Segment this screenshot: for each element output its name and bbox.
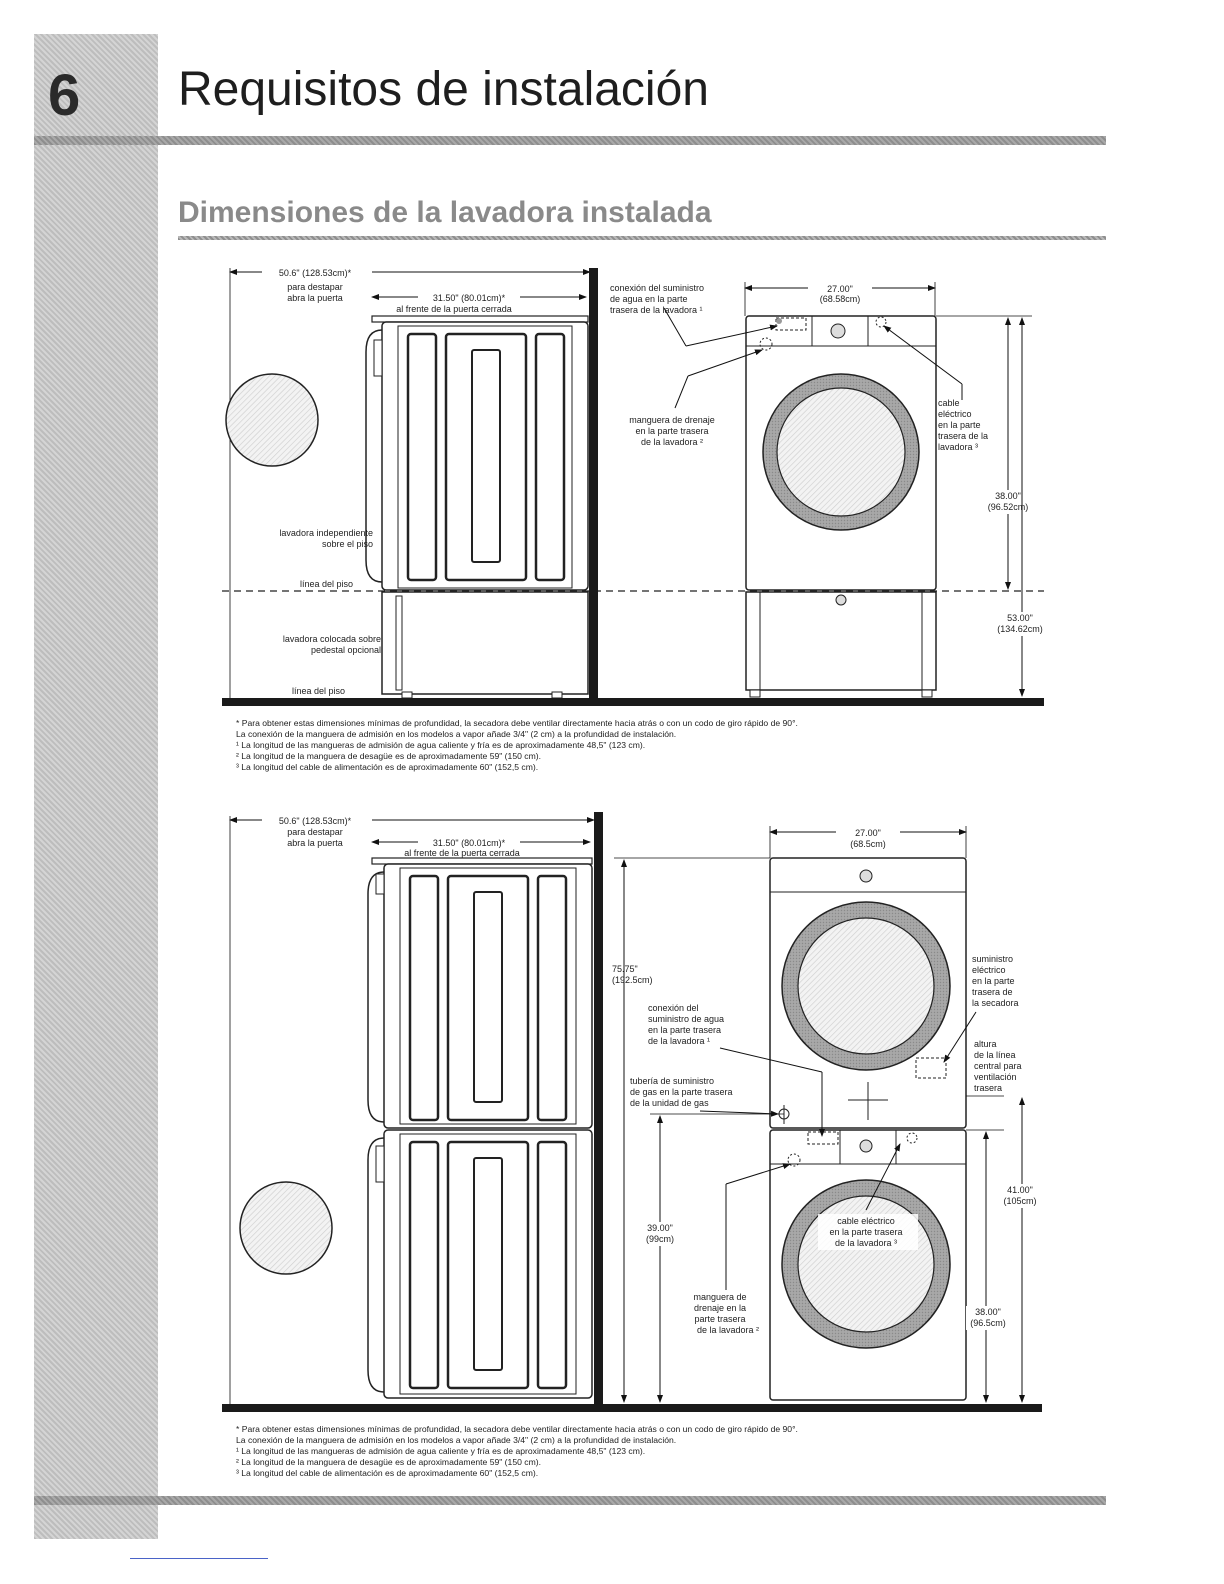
d1-cable-5: lavadora ³ [938, 442, 979, 452]
d2-vent-height: 39.00" [647, 1223, 673, 1233]
diagram2-notes [236, 1424, 798, 1479]
d1-water-2: de agua en la parte [610, 294, 688, 304]
d2-drain-1: manguera de [693, 1292, 747, 1302]
d1-freestanding-1: lavadora independiente [279, 528, 373, 538]
d2-vent-1: altura [974, 1039, 997, 1049]
d2-water-3: en la parte trasera [648, 1025, 722, 1035]
d2-drain-3: parte trasera [694, 1314, 746, 1324]
d2-elec-3: en la parte [972, 976, 1015, 986]
d2-width-cm: (68.5cm) [850, 839, 886, 849]
diagram2-front-view [612, 826, 1042, 1402]
d1-washer-side [382, 322, 588, 590]
d1-pedestal-2: pedestal opcional [310, 645, 381, 655]
d2-width: 27.00" [855, 828, 881, 838]
d2-vent-5: trasera [974, 1083, 1003, 1093]
d2-drain-4: de la lavadora ² [696, 1325, 760, 1335]
footer-link-underline[interactable] [130, 1558, 268, 1559]
d1-note-5: ³ La longitud del cable de alimentación es de aproximadamente 60" (152,5 cm). [236, 762, 539, 772]
d2-note-1: * Para obtener estas dimensiones mínimas de profundidad, la secadora debe ventilar directamente hacia atrás o con un codo de giro rápido de 90°. [236, 1424, 798, 1434]
diagram1-front-view [610, 282, 1048, 697]
d1-total-height: 53.00" [1007, 613, 1033, 623]
d1-pedestal-1: lavadora colocada sobre [282, 634, 381, 644]
d2-elec-2: eléctrico [972, 965, 1006, 975]
d2-door-open-caption-1: para destapar [287, 827, 343, 837]
d2-washer-side [384, 1130, 592, 1398]
d2-vent-height-cm: (99cm) [645, 1234, 675, 1244]
d1-closed-caption: al frente de la puerta cerrada [396, 304, 512, 314]
d2-dryer-side [384, 864, 592, 1128]
d2-door-open-caption-2: abra la puerta [287, 838, 343, 848]
d2-stack-height: 75.75" [612, 964, 638, 974]
d2-elec-1: suministro [972, 954, 1014, 964]
d1-note-1: * Para obtener estas dimensiones mínimas de profundidad, la secadora debe ventilar directamente hacia atrás o con un codo de giro rápido de 90°. [236, 718, 798, 728]
d1-floor [222, 698, 1044, 706]
d2-cable-3: de la lavadora ³ [834, 1238, 898, 1248]
d1-note-4: ² La longitud de la manguera de desagüe es de aproximadamente 59" (150 cm). [236, 751, 541, 761]
d1-cable-2: eléctrico [938, 409, 972, 419]
chapter-number: 6 [48, 63, 81, 128]
d1-pedestal-front [746, 592, 936, 690]
diagram1-notes [236, 718, 798, 773]
d1-drain-3: de la lavadora ² [640, 437, 704, 447]
d2-stack-height-cm: (192.5cm) [612, 975, 653, 985]
d2-height: 38.00" [975, 1307, 1001, 1317]
d1-pedestal-side [382, 592, 588, 694]
diagram1-side-view [226, 267, 590, 700]
d1-cable-1: cable [938, 398, 960, 408]
d2-gas-1: tubería de suministro [630, 1076, 715, 1086]
d1-drain-1: manguera de drenaje [629, 415, 715, 425]
d1-width-cm: (68.58cm) [819, 294, 861, 304]
d1-door-open-caption-2: abra la puerta [287, 293, 343, 303]
d2-washer-top: 41.00" [1007, 1185, 1033, 1195]
d1-note-2: La conexión de la manguera de admisión en los modelos a vapor añade 3/4" (2 cm) a la profundidad de instalación. [236, 729, 677, 739]
d2-washer-top-cm: (105cm) [1003, 1196, 1037, 1206]
d2-gas-3: de la unidad de gas [630, 1098, 709, 1108]
d2-note-4: ² La longitud de la manguera de desagüe es de aproximadamente 59" (150 cm). [236, 1457, 541, 1467]
d2-wall [594, 812, 603, 1412]
d2-door-open-depth: 50.6" (128.53cm)* [278, 816, 352, 826]
d1-height-cm: (96.52cm) [987, 502, 1029, 512]
d2-vent-2: de la línea [974, 1050, 1016, 1060]
d1-floor-line-2: línea del piso [291, 686, 345, 696]
page-title: Requisitos de instalación [178, 63, 709, 116]
d2-cable-1: cable eléctrico [837, 1216, 895, 1226]
d1-drain-2: en la parte trasera [635, 426, 709, 436]
d2-floor [222, 1404, 1042, 1412]
d1-closed-depth: 31.50" (80.01cm)* [432, 293, 506, 303]
d2-open-door [240, 1182, 332, 1274]
d2-vent-3: central para [974, 1061, 1022, 1071]
d1-width: 27.00" [827, 284, 853, 294]
d1-floor-line-1: línea del piso [299, 579, 353, 589]
d2-water-2: suministro de agua [648, 1014, 725, 1024]
d1-water-3: trasera de la lavadora ¹ [610, 305, 703, 315]
d2-vent-4: ventilación [974, 1072, 1017, 1082]
d2-cable-2: en la parte trasera [829, 1227, 903, 1237]
diagram2-side-view [230, 815, 594, 1404]
d2-elec-5: la secadora [972, 998, 1019, 1008]
d2-water-1: conexión del [648, 1003, 699, 1013]
d1-total-height-cm: (134.62cm) [997, 624, 1043, 634]
d2-closed-depth: 31.50" (80.01cm)* [432, 838, 506, 848]
d2-gas-2: de gas en la parte trasera [630, 1087, 733, 1097]
d2-elec-4: trasera de [972, 987, 1013, 997]
d1-note-3: ¹ La longitud de las mangueras de admisión de agua caliente y fría es de aproximadamente 48,5" (123 cm). [236, 740, 646, 750]
d1-water-1: conexión del suministro [610, 283, 705, 293]
d2-height-cm: (96.5cm) [970, 1318, 1006, 1328]
d1-wall [589, 268, 598, 706]
d1-height: 38.00" [995, 491, 1021, 501]
d1-open-door [226, 374, 318, 466]
footer-rule [34, 1496, 1106, 1505]
d2-drain-2: drenaje en la [693, 1303, 747, 1313]
d1-door-open-depth: 50.6" (128.53cm)* [278, 268, 352, 278]
d1-cable-4: trasera de la [938, 431, 989, 441]
d1-cable-3: en la parte [938, 420, 981, 430]
d2-note-5: ³ La longitud del cable de alimentación es de aproximadamente 60" (152,5 cm). [236, 1468, 539, 1478]
d2-note-2: La conexión de la manguera de admisión en los modelos a vapor añade 3/4" (2 cm) a la profundidad de instalación. [236, 1435, 677, 1445]
d1-freestanding-2: sobre el piso [321, 539, 373, 549]
d1-door-open-caption-1: para destapar [287, 282, 343, 292]
d2-closed-caption: al frente de la puerta cerrada [404, 848, 520, 858]
d2-note-3: ¹ La longitud de las mangueras de admisión de agua caliente y fría es de aproximadamente 48,5" (123 cm). [236, 1446, 646, 1456]
d2-water-4: de la lavadora ¹ [648, 1036, 711, 1046]
section-title: Dimensiones de la lavadora instalada [178, 196, 712, 229]
